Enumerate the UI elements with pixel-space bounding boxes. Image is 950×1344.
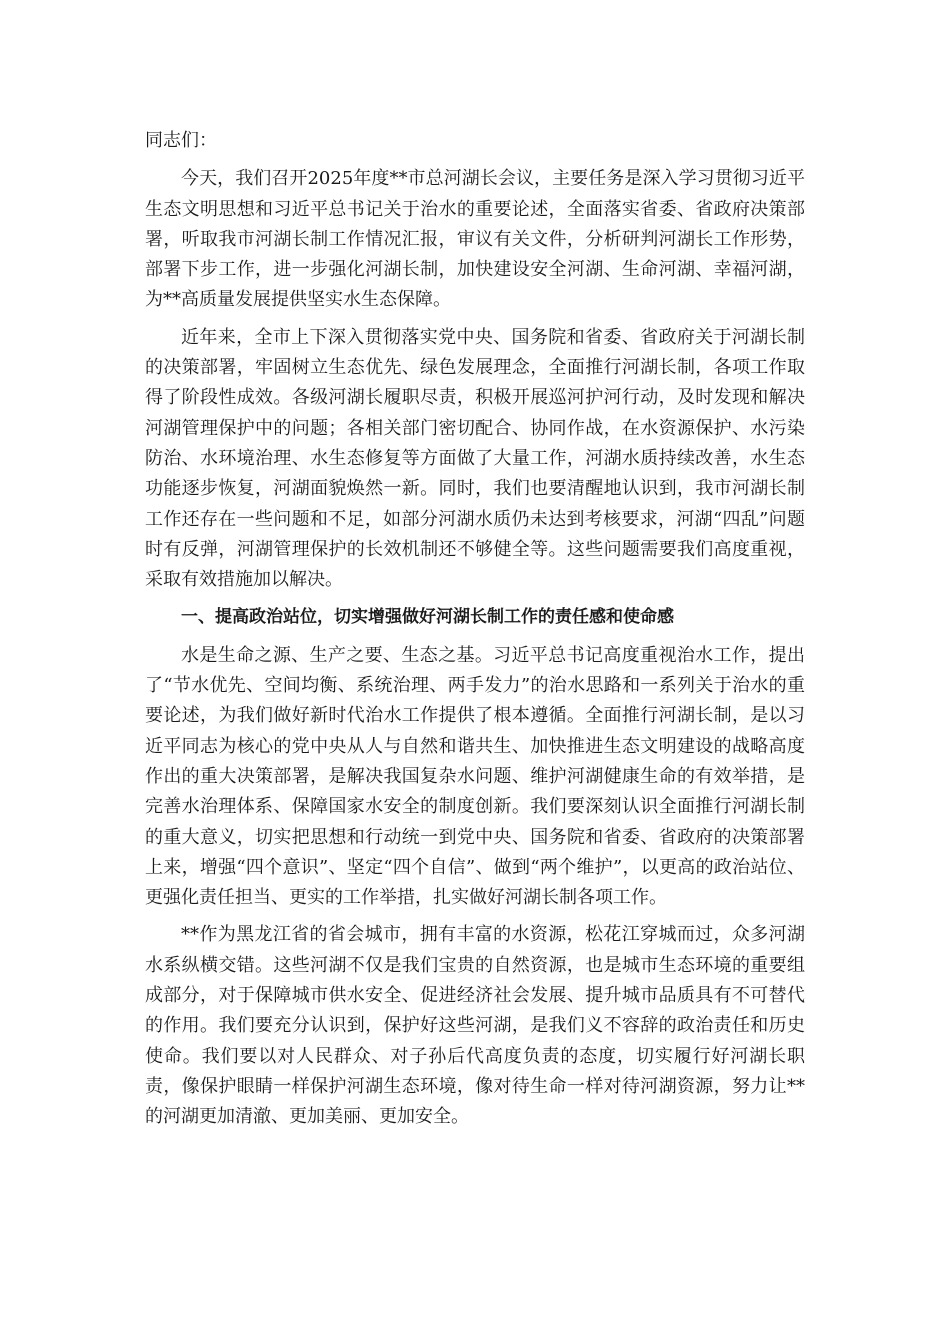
paragraph-progress: 近年来，全市上下深入贯彻落实党中央、国务院和省委、省政府关于河湖长制的决策部署，牢固树立生态优先、绿色发展理念，全面推行河湖长制，各项工作取得了阶段性成效。各级河湖长履职尽责，积极开展巡河护河行动，及时发现和解决河湖管理保护中的问题；各相关部门密切配合、协同作战，在水资源保护、水污染防治、水环境治理、水生态修复等方面做了大量工作，河湖水质持续改善，水生态功能逐步恢复，河湖面貌焕然一新。同时，我们也要清醒地认识到，我市河湖长制工作还存在一些问题和不足，如部分河湖水质仍未达到考核要求，河湖“四乱”问题时有反弹，河湖管理保护的长效机制还不够健全等。这些问题需要我们高度重视，采取有效措施加以解决。 (145, 326, 805, 591)
greeting: 同志们： (145, 130, 217, 151)
document-body (145, 126, 805, 1140)
paragraph-city-rivers: **作为黑龙江省的省会城市，拥有丰富的水资源，松花江穿城而过，众多河湖水系纵横交错。这些河湖不仅是我们宝贵的自然资源，也是城市生态环境的重要组成部分，对于保障城市供水安全、促进经济社会发展、提升城市品质具有不可替代的作用。我们要充分认识到，保护好这些河湖，是我们义不容辞的政治责任和历史使命。我们要以对人民群众、对子孙后代高度负责的态度，切实履行好河湖长职责，像保护眼睛一样保护河湖生态环境，像对待生命一样对待河湖资源，努力让**的河湖更加清澈、更加美丽、更加安全。 (145, 924, 805, 1128)
paragraph-intro: 今天，我们召开2025年度**市总河湖长会议，主要任务是深入学习贯彻习近平生态文明思想和习近平总书记关于治水的重要论述，全面落实省委、省政府决策部署，听取我市河湖长制工作情况汇报，审议有关文件，分析研判河湖长工作形势，部署下步工作，进一步强化河湖长制，加快建设安全河湖、生命河湖、幸福河湖，为**高质量发展提供坚实水生态保障。 (145, 168, 805, 311)
section-heading-1: 一、提高政治站位，切实增强做好河湖长制工作的责任感和使命感 (181, 607, 674, 628)
paragraph-water-importance: 水是生命之源、生产之要、生态之基。习近平总书记高度重视治水工作，提出了“节水优先、空间均衡、系统治理、两手发力”的治水思路和一系列关于治水的重要论述，为我们做好新时代治水工作提供了根本遵循。全面推行河湖长制，是以习近平同志为核心的党中央从人与自然和谐共生、加快推进生态文明建设的战略高度作出的重大决策部署，是解决我国复杂水问题、维护河湖健康生命的有效举措，是完善水治理体系、保障国家水安全的制度创新。我们要深刻认识全面推行河湖长制的重大意义，切实把思想和行动统一到党中央、国务院和省委、省政府的决策部署上来，增强“四个意识”、坚定“四个自信”、做到“两个维护”，以更高的政治站位、更强化责任担当、更实的工作举措，扎实做好河湖长制各项工作。 (145, 644, 805, 909)
